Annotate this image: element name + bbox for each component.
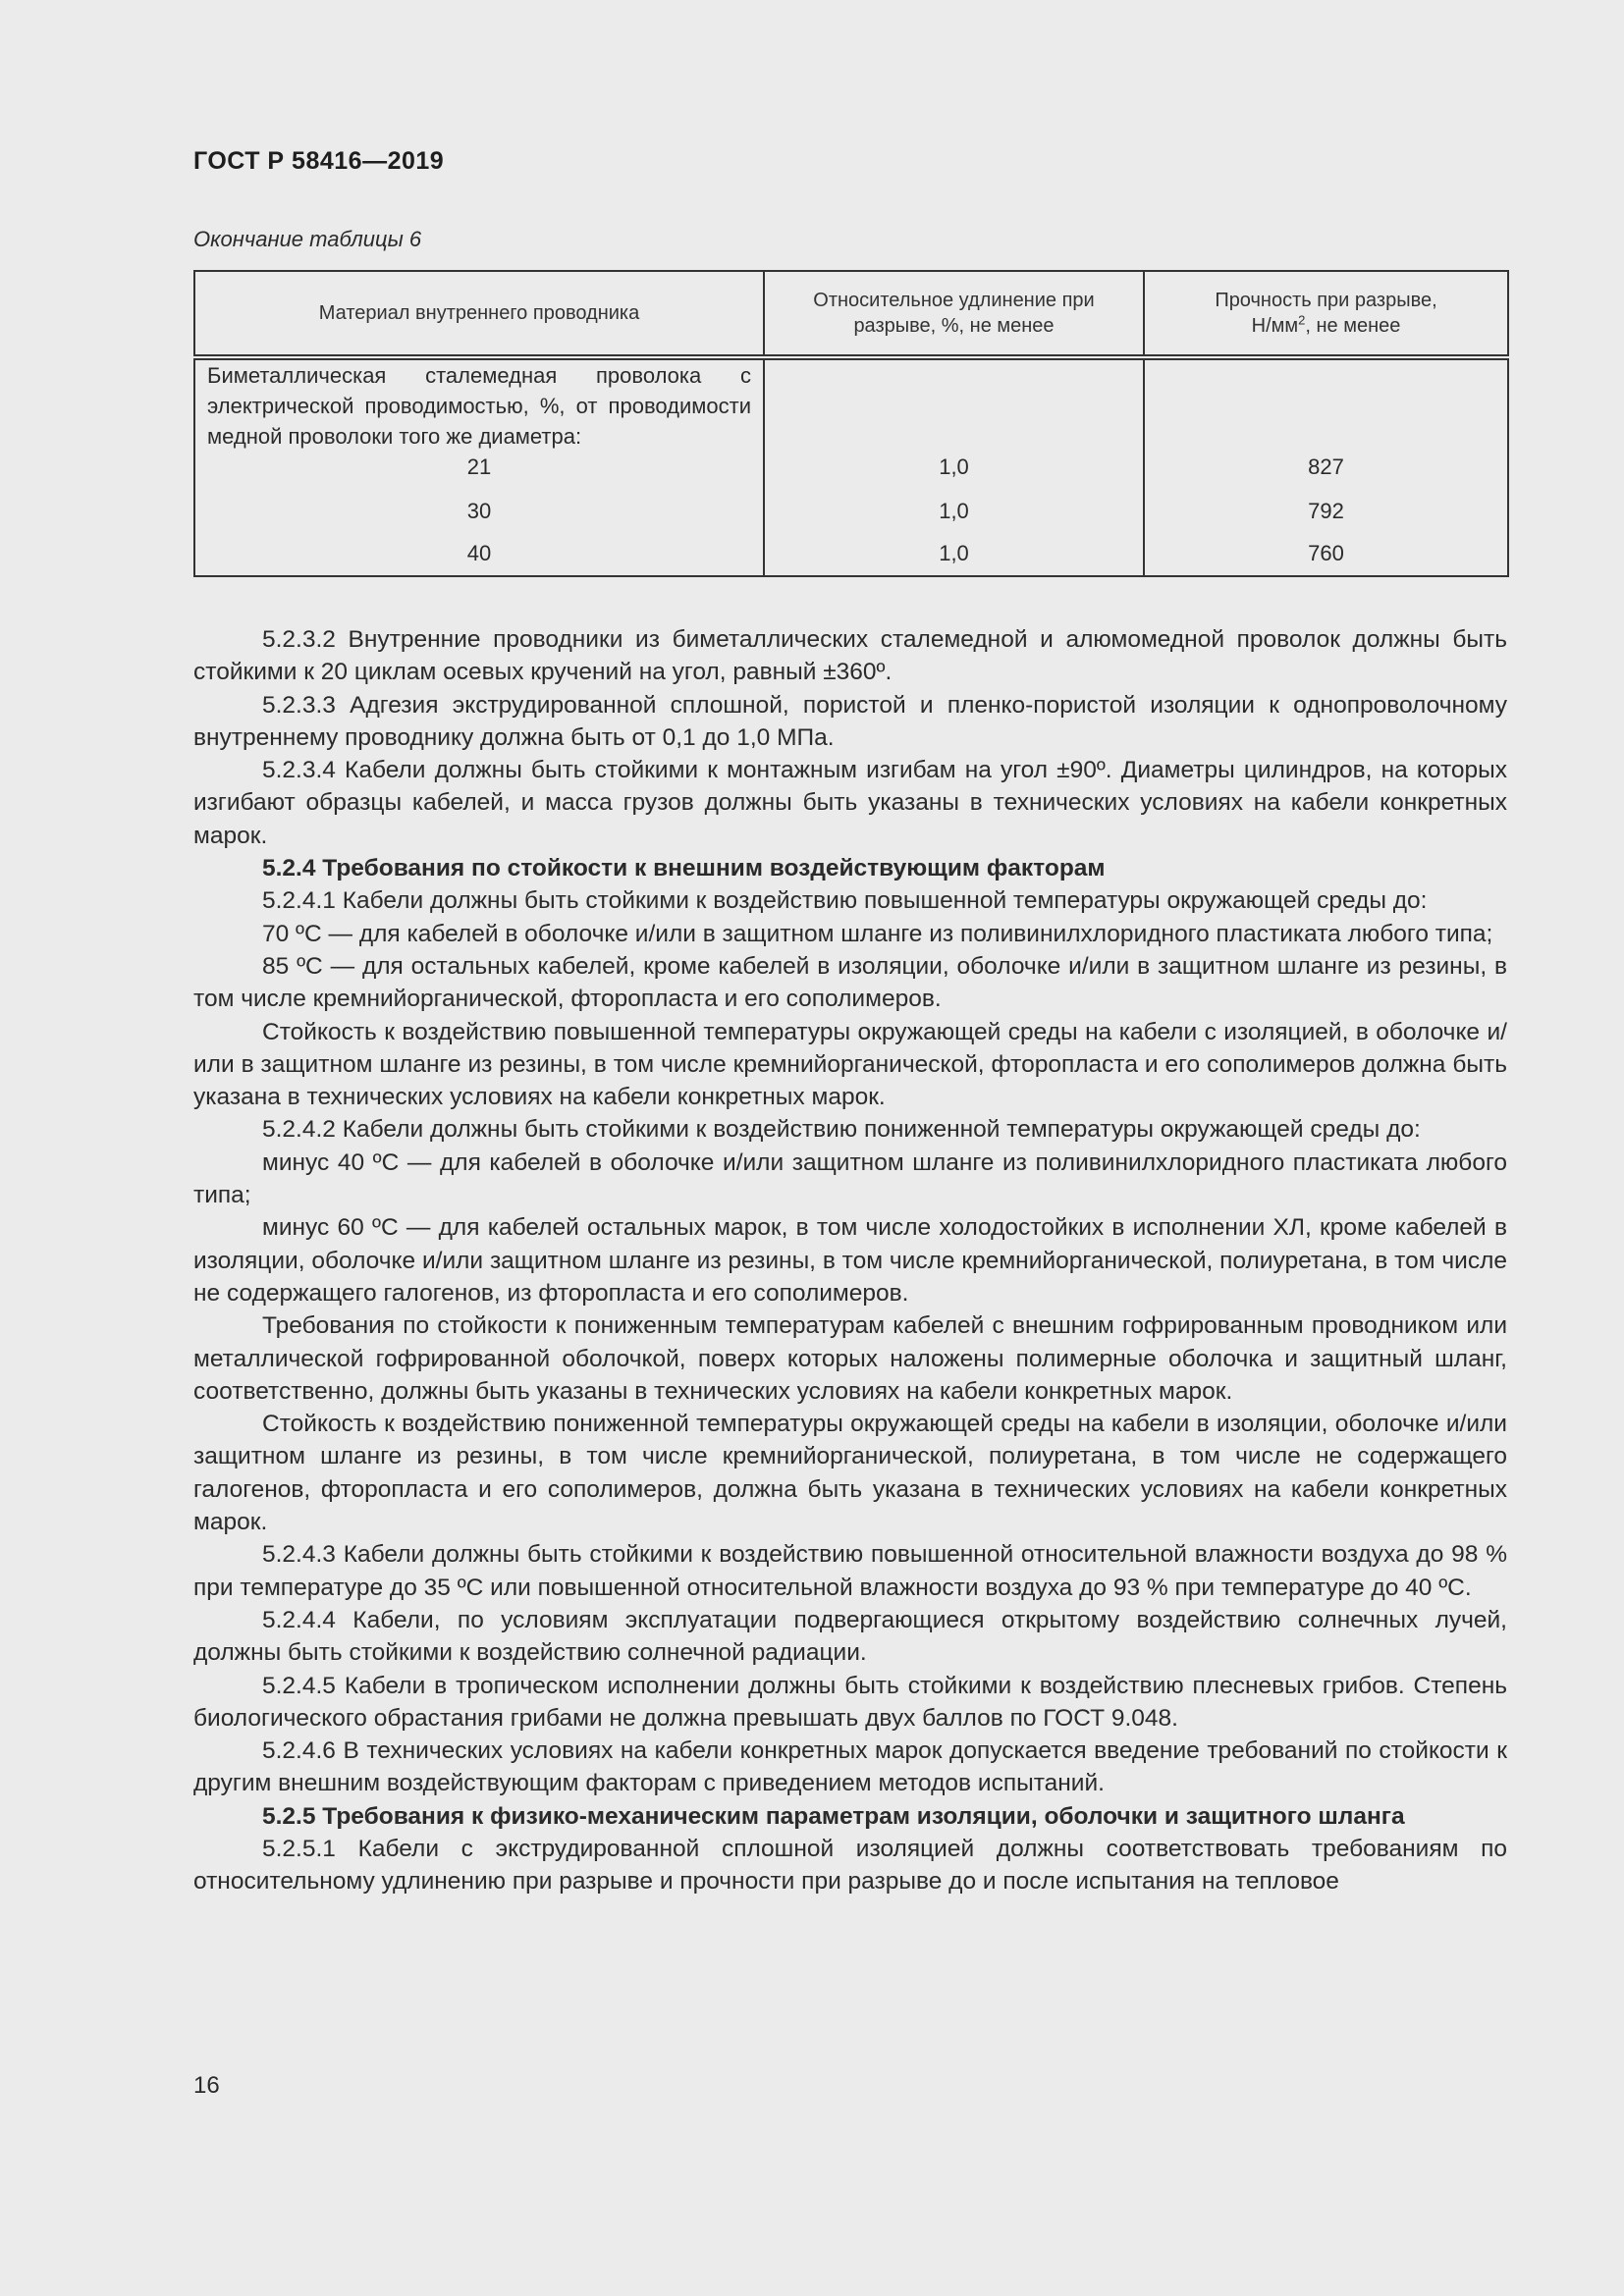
table-caption: Окончание таблицы 6	[193, 227, 422, 251]
table-row	[194, 496, 1508, 538]
document-header: ГОСТ Р 58416—2019	[193, 147, 445, 175]
table-cell: 792	[1144, 496, 1508, 538]
group-label-cell: Биметаллическая сталемедная проволока с электрической проводимостью, %, от проводимости медной проволоки того же диаметра:	[194, 357, 764, 452]
table-cell: 827	[1144, 452, 1508, 496]
empty-cell	[764, 357, 1144, 452]
column-header-material: Материал внутреннего проводника	[194, 271, 764, 357]
paragraph: 5.2.4.1 Кабели должны быть стойкими к воздействию повышенной температуры окружающей среды до:	[262, 887, 1428, 915]
table-group-row	[194, 357, 1508, 452]
column-header-elongation: Относительное удлинение при разрыве, %, не менее	[764, 271, 1144, 357]
paragraph: 5.2.4.2 Кабели должны быть стойкими к воздействию пониженной температуры окружающей среды до:	[262, 1116, 1421, 1144]
table-cell: 30	[194, 496, 764, 538]
paragraph: Требования по стойкости к пониженным температурам кабелей с внешним гофрированным проводником или металлической гофрированной оболочкой, поверх которых наложены полимерные оболочка и защитный шланг, соответственно, должны быть указаны в технических условиях на кабели конкретных марок.	[193, 1312, 1507, 1405]
empty-cell	[1144, 357, 1508, 452]
table-header-row	[194, 271, 1508, 357]
section-heading: 5.2.5 Требования к физико-механическим параметрам изоляции, оболочки и защитного шланга	[262, 1802, 1405, 1830]
paragraph: 5.2.3.4 Кабели должны быть стойкими к монтажным изгибам на угол ±90º. Диаметры цилиндров, на которых изгибают образцы кабелей, и масса грузов должны быть указаны в технических условиях на кабели конкретных марок.	[193, 757, 1507, 849]
strength-header-line1: Прочность при разрыве,	[1215, 290, 1437, 311]
paragraph: минус 60 ºC — для кабелей остальных марок, в том числе холодостойких в исполнении ХЛ, кроме кабелей в изоляции, оболочке и/или защитном шланге из резины, в том числе кремнийорганической, полиуретана, в том числе не содержащего галогенов, из фторопласта и его сополимеров.	[193, 1214, 1507, 1307]
paragraph: Стойкость к воздействию повышенной температуры окружающей среды на кабели с изоляцией, в оболочке и/или в защитном шланге из резины, в том числе кремнийорганической, фторопласта и его сополимеров должна быть указана в технических условиях на кабели конкретных марок.	[193, 1018, 1507, 1111]
strength-header-sup: 2	[1298, 312, 1306, 328]
paragraph: 5.2.3.2 Внутренние проводники из биметаллических сталемедной и алюмомедной проволок должны быть стойкими к 20 циклам осевых кручений на угол, равный ±360º.	[193, 626, 1507, 686]
paragraph: 5.2.5.1 Кабели с экструдированной сплошной изоляцией должны соответствовать требованиям по относительному удлинению при разрыве и прочности при разрыве до и после испытания на тепловое	[193, 1835, 1507, 1896]
column-header-strength	[1144, 271, 1508, 357]
table-row	[194, 538, 1508, 576]
table-6	[193, 270, 1507, 577]
paragraph: Стойкость к воздействию пониженной температуры окружающей среды на кабели в изоляции, оболочке и/или защитном шланге из резины, в том числе кремнийорганической, полиуретана, в том числе не содержащего галогенов, фторопласта и его сополимеров, должна быть указана в технических условиях на кабели конкретных марок.	[193, 1411, 1507, 1536]
table-cell: 1,0	[764, 452, 1144, 496]
paragraph: 85 ºC — для остальных кабелей, кроме кабелей в изоляции, оболочке и/или в защитном шланге из резины, в том числе кремнийорганической, фторопласта и его сополимеров.	[193, 952, 1507, 1013]
paragraph: 5.2.4.6 В технических условиях на кабели конкретных марок допускается введение требований по стойкости к другим внешним воздействующим факторам с приведением методов испытаний.	[193, 1737, 1507, 1797]
table-cell: 1,0	[764, 496, 1144, 538]
paragraph: 5.2.3.3 Адгезия экструдированной сплошной, пористой и пленко-пористой изоляции к однопроволочному внутреннему проводнику должна быть от 0,1 до 1,0 МПа.	[193, 691, 1507, 751]
data-table	[193, 270, 1509, 577]
table-row	[194, 452, 1508, 496]
strength-header-unit: Н/мм	[1251, 315, 1299, 337]
page-number: 16	[193, 2072, 220, 2099]
body-text	[193, 623, 1507, 1898]
table-cell: 40	[194, 538, 764, 576]
strength-header-suffix: , не менее	[1305, 315, 1401, 337]
paragraph: минус 40 ºC — для кабелей в оболочке и/или защитном шланге из поливинилхлоридного пластиката любого типа;	[193, 1148, 1507, 1209]
paragraph: 5.2.4.5 Кабели в тропическом исполнении должны быть стойкими к воздействию плесневых грибов. Степень биологического обрастания грибами не должна превышать двух баллов по ГОСТ 9.048.	[193, 1672, 1507, 1732]
table-cell: 760	[1144, 538, 1508, 576]
paragraph: 5.2.4.4 Кабели, по условиям эксплуатации подвергающиеся открытому воздействию солнечных лучей, должны быть стойкими к воздействию солнечной радиации.	[193, 1606, 1507, 1667]
table-cell: 21	[194, 452, 764, 496]
paragraph: 5.2.4.3 Кабели должны быть стойкими к воздействию повышенной относительной влажности воздуха до 98 % при температуре до 35 ºC или повышенной относительной влажности воздуха до 93 % при температуре до 40 ºC.	[193, 1541, 1507, 1601]
paragraph: 70 ºC — для кабелей в оболочке и/или в защитном шланге из поливинилхлоридного пластиката любого типа;	[262, 920, 1493, 947]
table-cell: 1,0	[764, 538, 1144, 576]
section-heading: 5.2.4 Требования по стойкости к внешним воздействующим факторам	[262, 855, 1106, 882]
